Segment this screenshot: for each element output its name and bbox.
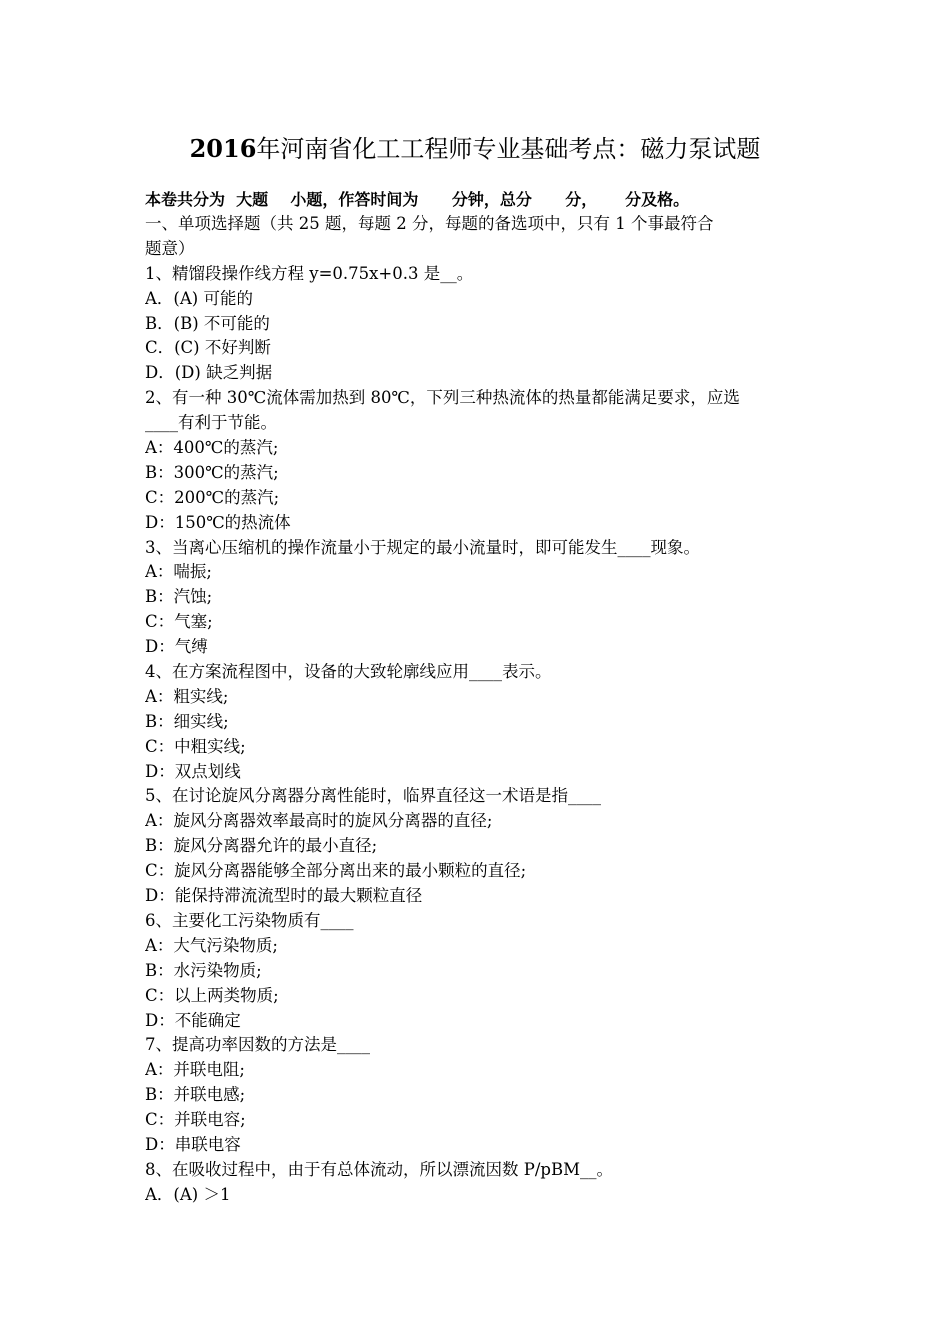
answer-option: D．(D) 缺乏判据 bbox=[145, 363, 273, 383]
question-stem-continued: ____有利于节能。 bbox=[145, 413, 277, 433]
section-heading-line2: 题意） bbox=[145, 238, 195, 258]
answer-option: C：200℃的蒸汽; bbox=[145, 487, 280, 507]
answer-option: A：喘振; bbox=[145, 562, 212, 582]
answer-option: B：细实线; bbox=[145, 711, 229, 731]
answer-option: A．(A) ＞1 bbox=[145, 1184, 231, 1204]
answer-option: C：以上两类物质; bbox=[145, 985, 279, 1005]
answer-option: A．(A) 可能的 bbox=[145, 288, 253, 308]
answer-option: B：300℃的蒸汽; bbox=[145, 462, 279, 482]
answer-option: B：旋风分离器允许的最小直径; bbox=[145, 836, 378, 856]
answer-option: C：中粗实线; bbox=[145, 736, 246, 756]
question-stem: 2、有一种 30℃流体需加热到 80℃，下列三种热流体的热量都能满足要求，应选 bbox=[145, 388, 740, 408]
answer-option: D：串联电容 bbox=[145, 1134, 241, 1154]
answer-option: C：旋风分离器能够全部分离出来的最小颗粒的直径; bbox=[145, 861, 527, 881]
page-title bbox=[0, 132, 950, 166]
answer-option: B：汽蚀; bbox=[145, 587, 213, 607]
answer-option: D：能保持滞流流型时的最大颗粒直径 bbox=[145, 886, 423, 906]
answer-option: D：双点划线 bbox=[145, 761, 241, 781]
answer-option: C．(C) 不好判断 bbox=[145, 338, 271, 358]
answer-option: B：水污染物质; bbox=[145, 960, 262, 980]
exam-intro: 本卷共分为 大题 小题，作答时间为 分钟，总分 分， 分及格。 bbox=[145, 190, 690, 209]
title-text: 年河南省化工工程师专业基础考点：磁力泵试题 bbox=[256, 135, 761, 163]
answer-option: D：不能确定 bbox=[145, 1010, 241, 1030]
question-stem: 4、在方案流程图中，设备的大致轮廓线应用____表示。 bbox=[145, 662, 552, 682]
answer-option: C：气塞; bbox=[145, 612, 213, 632]
question-stem: 7、提高功率因数的方法是____ bbox=[145, 1035, 370, 1055]
question-stem: 5、在讨论旋风分离器分离性能时，临界直径这一术语是指____ bbox=[145, 786, 601, 806]
question-stem: 8、在吸收过程中，由于有总体流动，所以漂流因数 P/pBM__。 bbox=[145, 1159, 613, 1179]
question-stem: 6、主要化工污染物质有____ bbox=[145, 910, 354, 930]
answer-option: B：并联电感; bbox=[145, 1085, 246, 1105]
answer-option: A：粗实线; bbox=[145, 686, 229, 706]
answer-option: D：气缚 bbox=[145, 637, 208, 657]
answer-option: D：150℃的热流体 bbox=[145, 512, 291, 532]
answer-option: B．(B) 不可能的 bbox=[145, 313, 270, 333]
answer-option: C：并联电容; bbox=[145, 1110, 246, 1130]
answer-option: A：400℃的蒸汽; bbox=[145, 438, 279, 458]
section-heading-line1: 一、单项选择题（共 25 题，每题 2 分，每题的备选项中，只有 1 个事最符合 bbox=[145, 214, 714, 233]
question-body bbox=[145, 212, 813, 1208]
question-stem: 1、精馏段操作线方程 y=0.75x+0.3 是__。 bbox=[145, 263, 474, 283]
title-year: 2016 bbox=[189, 134, 257, 163]
answer-option: A：大气污染物质; bbox=[145, 935, 278, 955]
answer-option: A：并联电阻; bbox=[145, 1060, 245, 1080]
question-stem: 3、当离心压缩机的操作流量小于规定的最小流量时，即可能发生____现象。 bbox=[145, 537, 700, 557]
answer-option: A：旋风分离器效率最高时的旋风分离器的直径; bbox=[145, 811, 493, 831]
